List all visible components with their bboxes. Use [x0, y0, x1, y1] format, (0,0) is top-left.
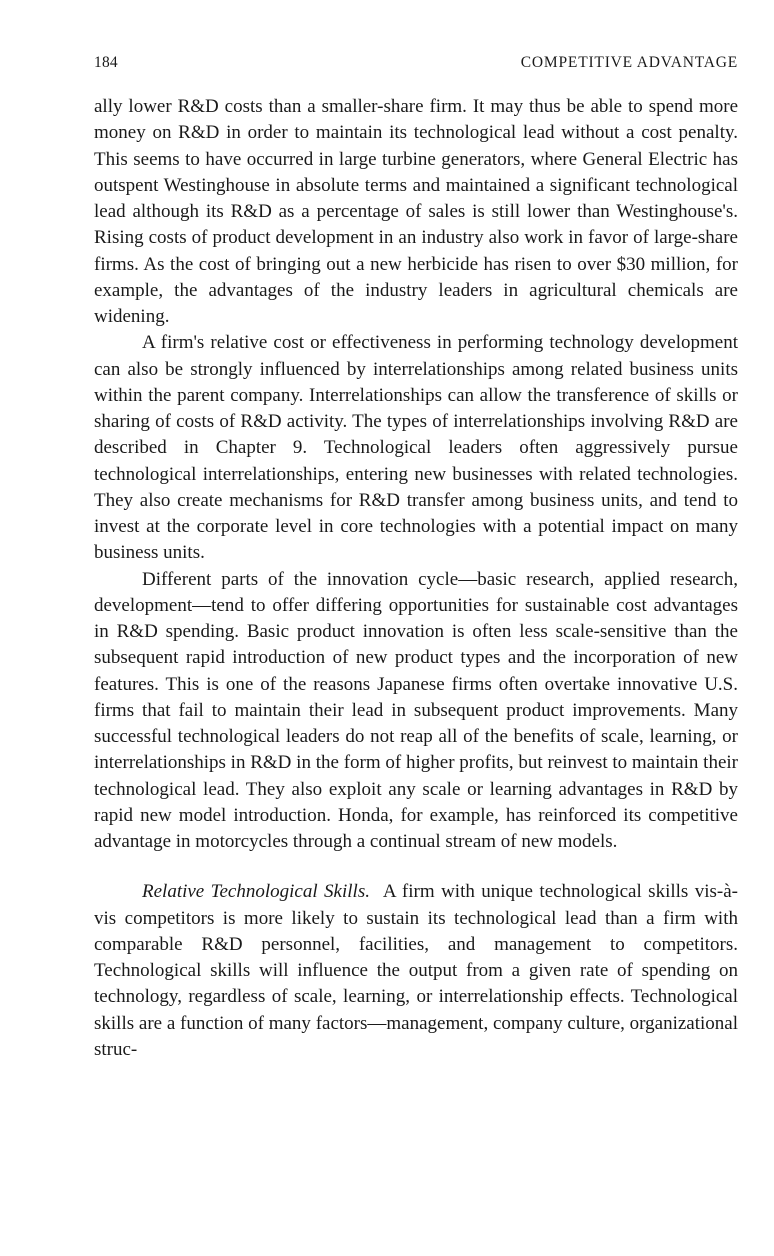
body-text: [94, 94, 738, 1063]
page-number: 184: [94, 54, 118, 71]
paragraph-interrelationships: A firm's relative cost or effectiveness in performing technology development can also be strongly influenced by interrelationships among related business units within the parent company. Interrelationships can allow the transference of skills or sharing of costs of R&D activity. The types of interrelationships involving R&D are described in Chapter 9. Technological leaders often aggressively pursue technological interrelationships, entering new businesses with related technologies. They also create mechanisms for R&D transfer among business units, and tend to invest at the corporate level in core technologies with a potential impact on many business units.: [94, 332, 738, 564]
section-text: A firm with unique technological skills vis-à-vis competitors is more likely to sustain its technological lead than a firm with comparable R&D personnel, facilities, and management to competitors. Technological skills will influence the output from a given rate of spending on technology, regardless of scale, learning, or interrelationship effects. Technological skills are a function of many factors—management, company culture, organizational struc-: [94, 881, 738, 1060]
paragraph-innovation-cycle: Different parts of the innovation cycle—basic research, applied research, development—tend to offer differing opportunities for sustainable cost advantages in R&D spending. Basic product innovation is often less scale-sensitive than the subsequent rapid introduction of new product types and the incorporation of new features. This is one of the reasons Japanese firms often overtake innovative U.S. firms that fail to maintain their lead in subsequent product improvements. Many successful technological leaders do not reap all of the benefits of scale, learning, or interrelationships in R&D in the form of higher profits, but reinvest to maintain their technological lead. They also exploit any scale or learning advantages in R&D by rapid new model introduction. Honda, for example, has reinforced its competitive advantage in motorcycles through a continual stream of new models.: [94, 568, 738, 852]
book-page: [94, 54, 738, 1063]
paragraph-continued: ally lower R&D costs than a smaller-share firm. It may thus be able to spend more money on R&D in order to maintain its technological lead without a cost penalty. This seems to have occurred in large turbine generators, where General Electric has outspent Westinghouse in absolute terms and maintained a significant technological lead although its R&D as a percentage of sales is still lower than Westinghouse's. Rising costs of product development in an industry also work in favor of large-share firms. As the cost of bringing out a new herbicide has risen to over $30 million, for example, the advantages of the industry leaders in agricultural chemicals are widening.: [94, 96, 738, 327]
run-in-heading: Relative Technological Skills.: [142, 881, 370, 903]
paragraph-technological-skills: [94, 879, 738, 1063]
running-title: COMPETITIVE ADVANTAGE: [520, 54, 738, 71]
running-header: [94, 54, 738, 94]
